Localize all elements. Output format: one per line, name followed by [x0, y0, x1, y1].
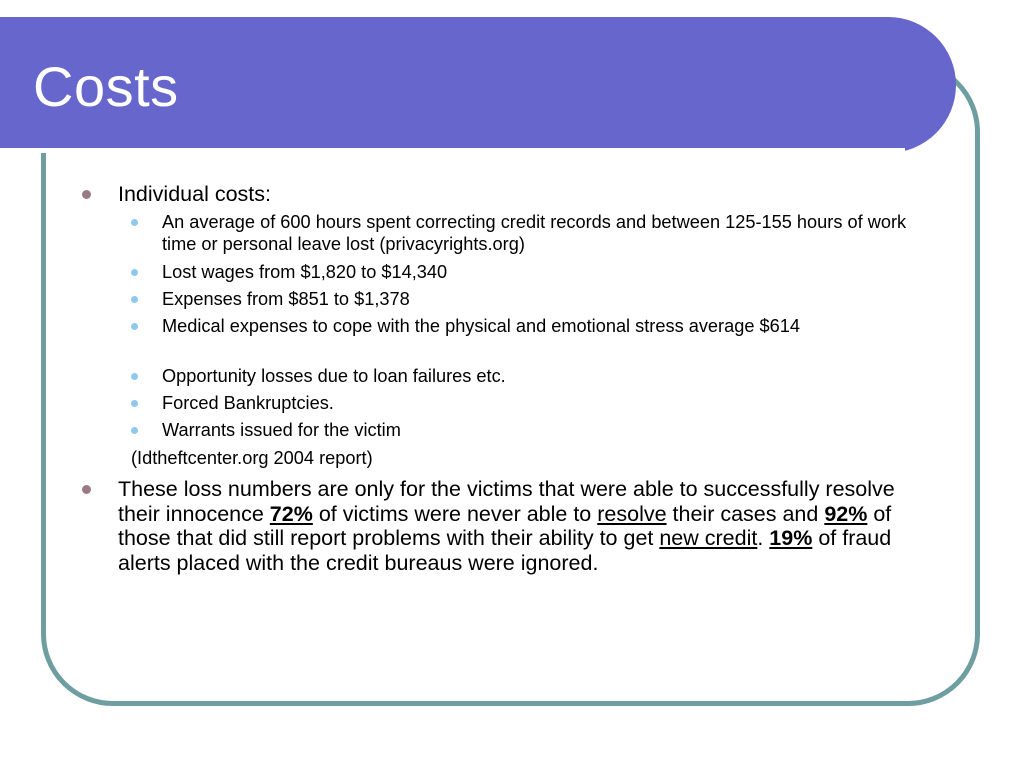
- sub-bullet: [162, 393, 912, 415]
- sub-bullet-dot: [131, 269, 138, 276]
- sub-bullet: [162, 420, 912, 442]
- sub-bullet: [162, 316, 912, 338]
- sub-bullet-text: Opportunity losses due to loan failures etc.: [162, 366, 506, 386]
- source-note: (Idtheftcenter.org 2004 report): [131, 448, 373, 468]
- bullet-text: These loss numbers are only for the victims that were able to successfully resolve their innocence 72% of victims were never able to resolve their cases and 92% of those that did still report problems with their ability to get new credit. 19% of fraud alerts placed with the credit bureaus were ignored.: [118, 477, 895, 575]
- sub-bullet-text: Warrants issued for the victim: [162, 420, 401, 440]
- bullet-text: Individual costs:: [118, 182, 271, 206]
- sub-bullet-dot: [131, 373, 138, 380]
- sub-bullet-text: Medical expenses to cope with the physical and emotional stress average $614: [162, 316, 800, 336]
- stat-92-percent: 92%: [824, 501, 868, 526]
- sub-bullet-text: Forced Bankruptcies.: [162, 393, 334, 413]
- sub-bullet: [162, 212, 912, 255]
- stat-19-percent: 19%: [769, 526, 813, 550]
- new-credit-link-text: new credit: [659, 526, 758, 550]
- sub-bullet: [162, 366, 912, 388]
- bullet-dot: [82, 485, 91, 494]
- sub-bullet-dot: [131, 219, 138, 226]
- sub-bullet-text: An average of 600 hours spent correcting credit records and between 125-155 hours of work time or personal leave lost (privacyrights.org): [162, 212, 907, 254]
- sub-bullet-dot: [131, 296, 138, 303]
- resolve-link-text: resolve: [597, 501, 667, 526]
- sub-bullet: [162, 262, 912, 284]
- sub-bullet: [162, 289, 912, 311]
- bullet-loss-numbers: [118, 477, 920, 575]
- stat-72-percent: 72%: [269, 501, 313, 526]
- sub-bullet-dot: [131, 400, 138, 407]
- sub-bullet-text: Expenses from $851 to $1,378: [162, 289, 410, 309]
- bullet-individual-costs: [118, 182, 878, 207]
- sub-bullet-text: Lost wages from $1,820 to $14,340: [162, 262, 448, 282]
- sub-bullet-dot: [131, 323, 138, 330]
- slide-title: Costs: [33, 55, 179, 118]
- bullet-dot: [82, 190, 91, 199]
- sub-bullet-dot: [131, 427, 138, 434]
